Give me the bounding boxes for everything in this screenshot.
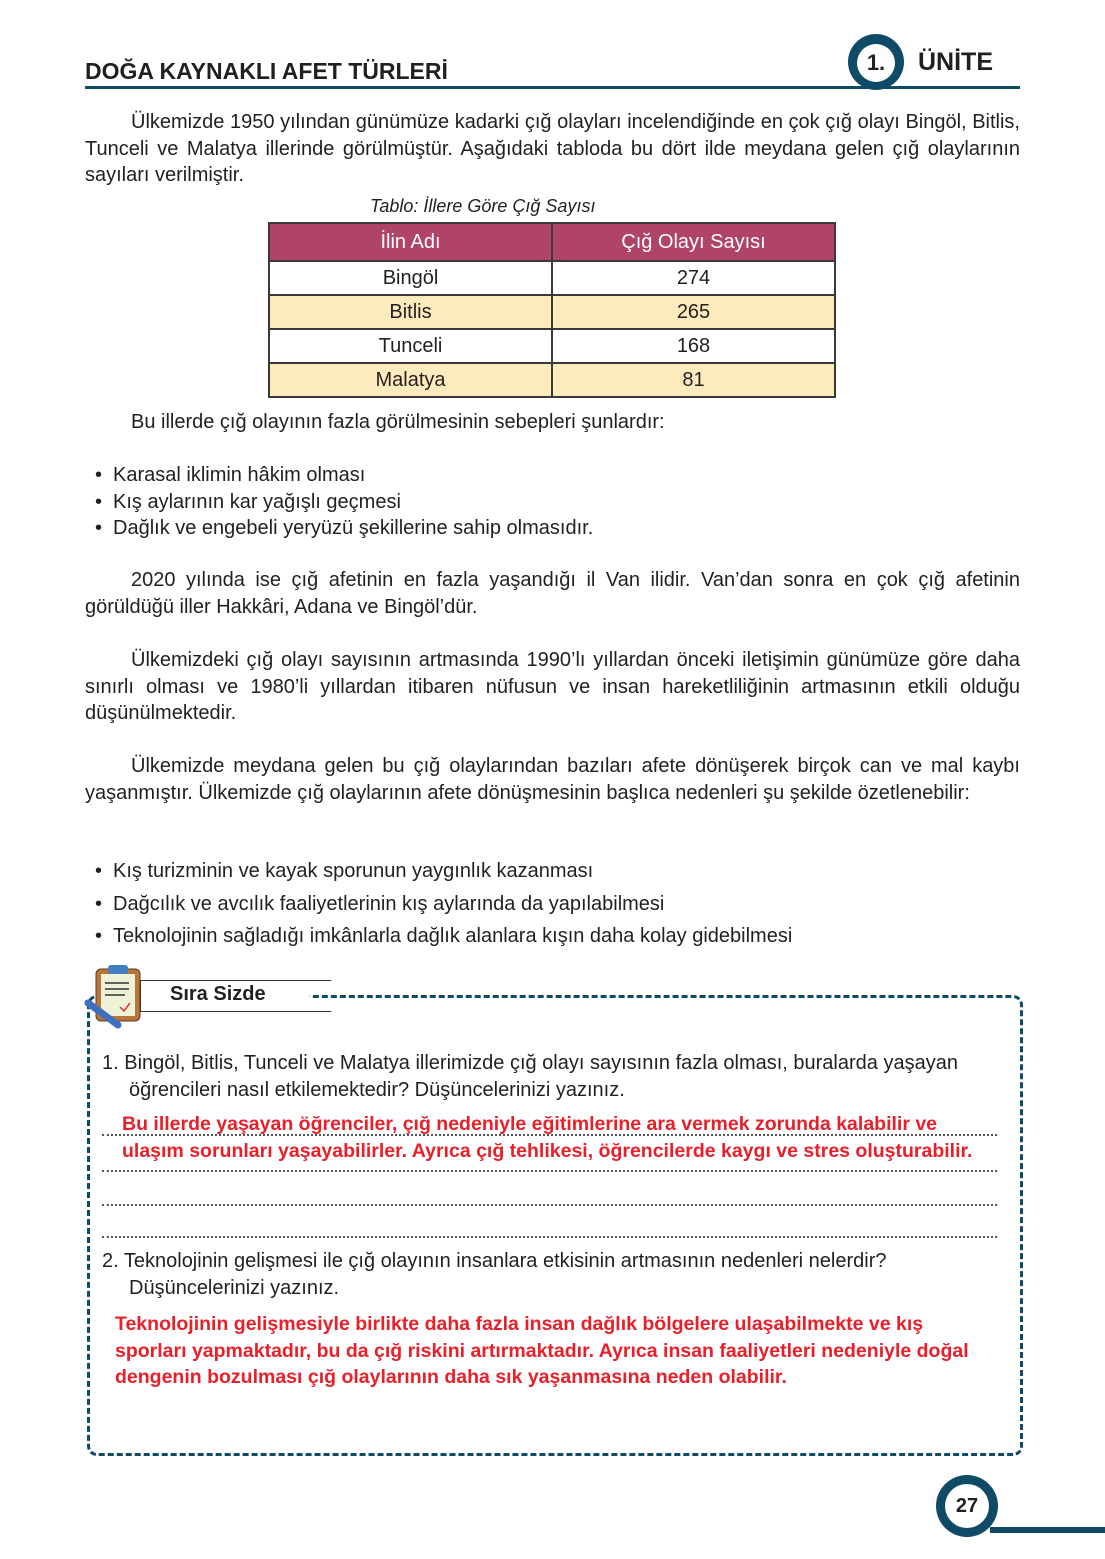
page-title: DOĞA KAYNAKLI AFET TÜRLERİ <box>85 58 448 84</box>
answer-2[interactable]: Teknolojinin gelişmesiyle birlikte daha fazla insan dağlık bölgelere ulaşabilmekte ve kış sporları yapmaktadır, bu da çığ riskini artırmaktadır. Ayrıca insan faaliyetleri nedeniyle doğal dengenin bozulması çığ olaylarının daha sık yaşanmasına neden olabilir. <box>115 1313 969 1388</box>
table-row <box>269 295 835 329</box>
question-1: 1. Bingöl, Bitlis, Tunceli ve Malatya illerimizde çığ olayı sayısının fazla olması, buralarda yaşayan öğrencileri nasıl etkilemektedir? Düşüncelerinizi yazınız. <box>102 1052 958 1101</box>
cell: 274 <box>552 261 835 295</box>
answer-1[interactable]: Bu illerde yaşayan öğrenciler, çığ nedeniyle eğitimlerine ara vermek zorunda kalabilir ve ulaşım sorunları yaşayabilirler. Ayrıca çığ tehlikesi, öğrencilerde kaygı ve stres oluşturabilir. <box>122 1113 973 1162</box>
list-item: • Kış turizminin ve kayak sporunun yaygınlık kazanması <box>95 858 792 885</box>
causes-list <box>95 858 792 950</box>
list-item: • Karasal iklimin hâkim olması <box>95 462 593 489</box>
cell: Bingöl <box>269 261 552 295</box>
table-row <box>269 329 835 363</box>
cell: Malatya <box>269 363 552 397</box>
paragraph-3: Ülkemizdeki çığ olayı sayısının artmasında 1990’lı yıllardan önceki iletişimin günümüze göre daha sınırlı olması ve 1980’li yıllardan itibaren nüfusun ve insan hareketliliğinin artmasının etkili olduğu düşünülmektedir. <box>85 649 1020 724</box>
cell: 81 <box>552 363 835 397</box>
cell: 265 <box>552 295 835 329</box>
col-header: İlin Adı <box>269 223 552 261</box>
intro-paragraph: Ülkemizde 1950 yılından günümüze kadarki çığ olayları incelendiğinde en çok çığ olayı Bingöl, Bitlis, Tunceli ve Malatya illerinde görülmüştür. Aşağıdaki tabloda bu dört ilde meydana gelen çığ olaylarının sayıları verilmiştir. <box>85 111 1020 186</box>
answer-line <box>102 1234 997 1238</box>
table-caption: Tablo: İllere Göre Çığ Sayısı <box>370 196 596 216</box>
table-row <box>269 363 835 397</box>
list-item: • Dağlık ve engebeli yeryüzü şekillerine sahip olmasıdır. <box>95 515 593 542</box>
list-item: • Teknolojinin sağladığı imkânlarla dağlık alanlara kışın daha kolay gidebilmesi <box>95 923 792 950</box>
answer-line <box>102 1168 997 1172</box>
avalanche-table <box>268 222 836 398</box>
paragraph-2: 2020 yılında ise çığ afetinin en fazla yaşandığı il Van ilidir. Van’dan sonra en çok çığ afetinin görüldüğü iller Hakkâri, Adana ve Bingöl’dür. <box>85 569 1020 618</box>
question-2: 2. Teknolojinin gelişmesi ile çığ olayının insanlara etkisinin artmasının nedenleri nelerdir? Düşüncelerinizi yazınız. <box>102 1250 887 1299</box>
activity-title: Sıra Sizde <box>170 983 266 1005</box>
unit-number: 1. <box>857 44 895 82</box>
table-row <box>269 261 835 295</box>
list-item: • Dağcılık ve avcılık faaliyetlerinin kış aylarında da yapılabilmesi <box>95 891 792 918</box>
paragraph-4: Ülkemizde meydana gelen bu çığ olaylarından bazıları afete dönüşerek birçok can ve mal kaybı yaşanmıştır. Ülkemizde çığ olaylarının afete dönüşmesinin başlıca nedenleri şu şekilde özetlenebilir: <box>85 755 1020 804</box>
cell: Tunceli <box>269 329 552 363</box>
reasons-list <box>95 462 593 542</box>
answer-line <box>102 1202 997 1206</box>
reasons-intro: Bu illerde çığ olayının fazla görülmesinin sebepleri şunlardır: <box>131 411 665 433</box>
page-number: 27 <box>945 1484 989 1528</box>
cell: Bitlis <box>269 295 552 329</box>
cell: 168 <box>552 329 835 363</box>
col-header: Çığ Olayı Sayısı <box>552 223 835 261</box>
list-item: • Kış aylarının kar yağışlı geçmesi <box>95 489 593 516</box>
unit-label: ÜNİTE <box>918 48 993 76</box>
footer-rule <box>990 1527 1105 1533</box>
clipboard-icon <box>84 963 144 1029</box>
